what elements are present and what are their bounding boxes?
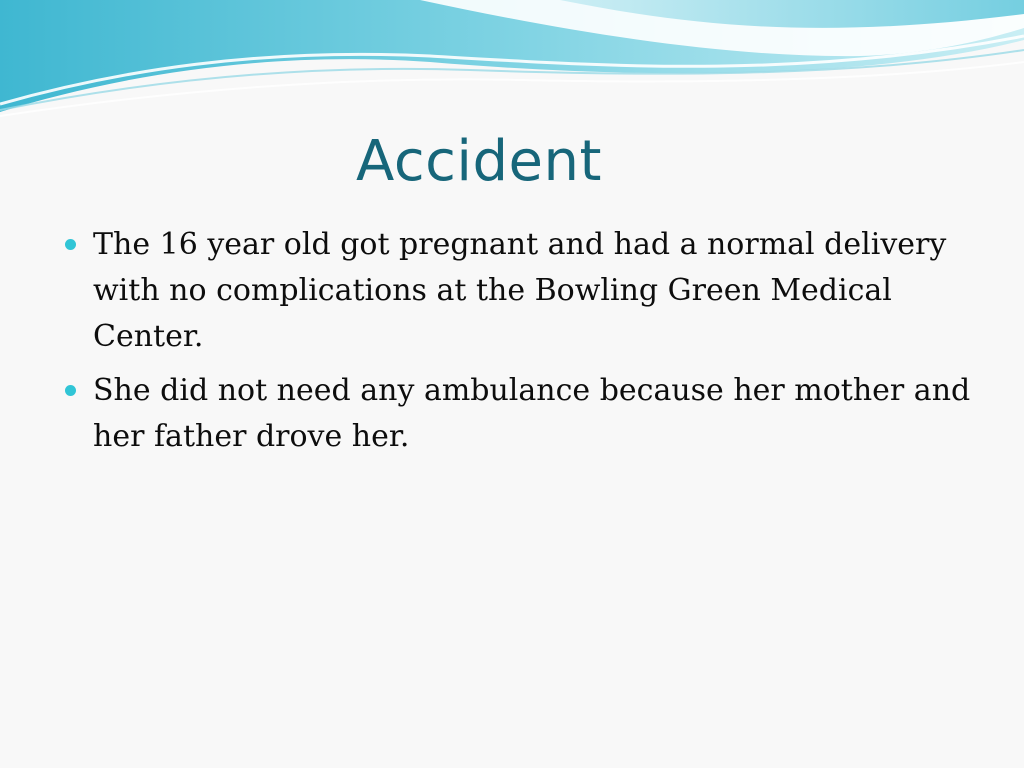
bullet-list (63, 222, 983, 468)
bullet-text: She did not need any ambulance because her mother and her father drove her. (93, 373, 971, 454)
bullet-dot-icon (65, 385, 76, 396)
bullet-item (63, 222, 983, 360)
bullet-text: The 16 year old got pregnant and had a normal delivery with no complications at the Bowling Green Medical Center. (93, 227, 947, 354)
slide-title: Accident (356, 129, 602, 194)
bullet-item (63, 368, 983, 460)
bullet-dot-icon (65, 239, 76, 250)
decorative-wave-header (0, 0, 1024, 130)
